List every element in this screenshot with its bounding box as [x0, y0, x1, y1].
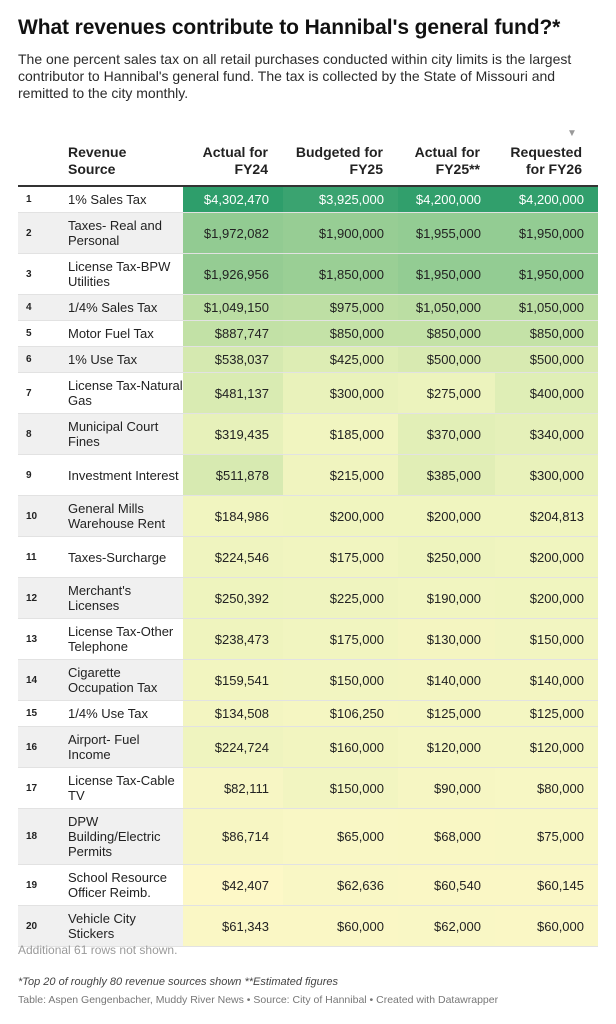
- cell-actual-fy25: $190,000: [398, 578, 495, 618]
- table-row: [18, 347, 598, 373]
- cell-requested-fy26: $1,950,000: [495, 213, 598, 253]
- cell-actual-fy24: $61,343: [183, 906, 283, 946]
- row-rank: 1: [26, 194, 32, 205]
- table-row: [18, 496, 598, 537]
- cell-actual-fy25: $1,950,000: [398, 254, 495, 294]
- revenue-source-label: Municipal Court Fines: [58, 414, 183, 454]
- cell-requested-fy26: $60,000: [495, 906, 598, 946]
- cell-requested-fy26: $200,000: [495, 578, 598, 618]
- revenue-source-label: 1% Use Tax: [58, 347, 183, 372]
- revenue-source-label: 1/4% Use Tax: [58, 701, 183, 726]
- cell-actual-fy24: $1,972,082: [183, 213, 283, 253]
- revenue-source-label: Motor Fuel Tax: [58, 321, 183, 346]
- cell-actual-fy24: $238,473: [183, 619, 283, 659]
- row-rank: 16: [18, 727, 58, 767]
- table-row: [18, 809, 598, 865]
- cell-actual-fy24: $887,747: [183, 321, 283, 346]
- cell-actual-fy25: $140,000: [398, 660, 495, 700]
- cell-budgeted-fy25: $150,000: [283, 768, 398, 808]
- cell-budgeted-fy25: $3,925,000: [283, 187, 398, 212]
- cell-budgeted-fy25: $425,000: [283, 347, 398, 372]
- cell-requested-fy26: $140,000: [495, 660, 598, 700]
- revenue-source-label: 1/4% Sales Tax: [58, 295, 183, 320]
- cell-actual-fy25: $1,050,000: [398, 295, 495, 320]
- sort-down-icon[interactable]: ▼: [567, 128, 577, 139]
- cell-actual-fy24: $82,111: [183, 768, 283, 808]
- cell-actual-fy24: $250,392: [183, 578, 283, 618]
- table-row: [18, 727, 598, 768]
- table-row: [18, 701, 598, 727]
- cell-requested-fy26: $80,000: [495, 768, 598, 808]
- cell-budgeted-fy25: $215,000: [283, 455, 398, 495]
- cell-actual-fy24: $224,546: [183, 537, 283, 577]
- cell-actual-fy24: $134,508: [183, 701, 283, 726]
- row-rank: 14: [18, 660, 58, 700]
- header-budgeted-fy25[interactable]: Budgeted for FY25: [295, 144, 383, 177]
- cell-actual-fy24: $1,049,150: [183, 295, 283, 320]
- cell-budgeted-fy25: $975,000: [283, 295, 398, 320]
- row-rank: 9: [26, 469, 32, 481]
- table-row: [18, 619, 598, 660]
- table-row: [18, 578, 598, 619]
- cell-actual-fy24: $224,724: [183, 727, 283, 767]
- cell-actual-fy24: $184,986: [183, 496, 283, 536]
- revenue-source-label: Vehicle City Stickers: [58, 906, 183, 946]
- cell-actual-fy25: $370,000: [398, 414, 495, 454]
- cell-actual-fy25: $90,000: [398, 768, 495, 808]
- header-actual-fy25[interactable]: Actual for FY25**: [414, 144, 480, 177]
- row-rank: 15: [26, 708, 38, 719]
- revenue-source-label: DPW Building/Electric Permits: [58, 809, 183, 864]
- cell-actual-fy24: $86,714: [183, 809, 283, 864]
- cell-actual-fy24: $538,037: [183, 347, 283, 372]
- cell-actual-fy25: $1,955,000: [398, 213, 495, 253]
- table-body: [18, 187, 598, 947]
- cell-requested-fy26: $75,000: [495, 809, 598, 864]
- cell-budgeted-fy25: $1,900,000: [283, 213, 398, 253]
- table-row: [18, 187, 598, 213]
- cell-budgeted-fy25: $300,000: [283, 373, 398, 413]
- cell-budgeted-fy25: $225,000: [283, 578, 398, 618]
- revenue-source-label: Cigarette Occupation Tax: [58, 660, 183, 700]
- revenue-source-label: School Resource Officer Reimb.: [58, 865, 183, 905]
- table-row: [18, 906, 598, 947]
- row-rank: 3: [26, 268, 32, 280]
- cell-budgeted-fy25: $200,000: [283, 496, 398, 536]
- footnote: *Top 20 of roughly 80 revenue sources shown **Estimated figures: [18, 976, 339, 988]
- cell-requested-fy26: $1,950,000: [495, 254, 598, 294]
- cell-requested-fy26: $60,145: [495, 865, 598, 905]
- cell-requested-fy26: $120,000: [495, 727, 598, 767]
- header-requested-fy26[interactable]: Requested for FY26: [510, 144, 582, 177]
- cell-requested-fy26: $1,050,000: [495, 295, 598, 320]
- row-rank: 20: [18, 906, 58, 946]
- table-row: [18, 213, 598, 254]
- cell-actual-fy25: $68,000: [398, 809, 495, 864]
- cell-requested-fy26: $340,000: [495, 414, 598, 454]
- cell-requested-fy26: $4,200,000: [495, 187, 598, 212]
- revenue-source-label: 1% Sales Tax: [58, 187, 183, 212]
- revenue-source-label: General Mills Warehouse Rent: [58, 496, 183, 536]
- table-row: [18, 321, 598, 347]
- revenue-source-label: License Tax-Natural Gas: [58, 373, 183, 413]
- cell-actual-fy25: $62,000: [398, 906, 495, 946]
- cell-actual-fy25: $120,000: [398, 727, 495, 767]
- cell-actual-fy25: $385,000: [398, 455, 495, 495]
- cell-requested-fy26: $204,813: [495, 496, 598, 536]
- cell-budgeted-fy25: $175,000: [283, 537, 398, 577]
- row-rank: 10: [18, 496, 58, 536]
- cell-actual-fy25: $130,000: [398, 619, 495, 659]
- table-row: [18, 768, 598, 809]
- revenue-source-label: License Tax-BPW Utilities: [58, 254, 183, 294]
- cell-requested-fy26: $300,000: [495, 455, 598, 495]
- page-title: What revenues contribute to Hannibal's general fund?*: [18, 16, 561, 39]
- cell-actual-fy24: $159,541: [183, 660, 283, 700]
- cell-actual-fy24: $42,407: [183, 865, 283, 905]
- cell-actual-fy25: $500,000: [398, 347, 495, 372]
- cell-budgeted-fy25: $62,636: [283, 865, 398, 905]
- row-rank: 4: [18, 295, 58, 320]
- cell-budgeted-fy25: $65,000: [283, 809, 398, 864]
- row-rank: 2: [18, 213, 58, 253]
- revenue-source-label: Merchant's Licenses: [58, 578, 183, 618]
- cell-actual-fy24: $4,302,470: [183, 187, 283, 212]
- credit-line: Table: Aspen Gengenbacher, Muddy River News • Source: City of Hannibal • Created with Datawrapper: [18, 994, 499, 1006]
- table-row: [18, 455, 598, 496]
- table-row: [18, 295, 598, 321]
- cell-budgeted-fy25: $106,250: [283, 701, 398, 726]
- header-actual-fy24[interactable]: Actual for FY24: [202, 144, 268, 177]
- cell-actual-fy25: $850,000: [398, 321, 495, 346]
- revenue-table: [18, 138, 598, 947]
- cell-actual-fy25: $200,000: [398, 496, 495, 536]
- row-rank: 19: [26, 879, 38, 891]
- cell-actual-fy25: $275,000: [398, 373, 495, 413]
- cell-budgeted-fy25: $160,000: [283, 727, 398, 767]
- cell-budgeted-fy25: $1,850,000: [283, 254, 398, 294]
- page-subtitle: The one percent sales tax on all retail purchases conducted within city limits is the largest contributor to Hannibal's general fund. The tax is collected by the State of Missouri and remitted to the city monthly.: [18, 51, 572, 101]
- cell-actual-fy24: $319,435: [183, 414, 283, 454]
- cell-budgeted-fy25: $60,000: [283, 906, 398, 946]
- cell-requested-fy26: $500,000: [495, 347, 598, 372]
- cell-budgeted-fy25: $185,000: [283, 414, 398, 454]
- cell-budgeted-fy25: $175,000: [283, 619, 398, 659]
- cell-actual-fy24: $1,926,956: [183, 254, 283, 294]
- revenue-source-label: Investment Interest: [58, 455, 183, 495]
- table-row: [18, 537, 598, 578]
- cell-actual-fy24: $481,137: [183, 373, 283, 413]
- cell-actual-fy25: $60,540: [398, 865, 495, 905]
- row-rank: 8: [18, 414, 58, 454]
- row-rank: 12: [18, 578, 58, 618]
- cell-requested-fy26: $150,000: [495, 619, 598, 659]
- cell-actual-fy24: $511,878: [183, 455, 283, 495]
- table-row: [18, 414, 598, 455]
- cell-requested-fy26: $200,000: [495, 537, 598, 577]
- row-rank: 7: [26, 387, 32, 399]
- cell-actual-fy25: $125,000: [398, 701, 495, 726]
- row-rank: 11: [26, 551, 37, 563]
- row-rank: 5: [26, 328, 32, 339]
- row-rank: 13: [26, 633, 38, 645]
- cell-actual-fy25: $4,200,000: [398, 187, 495, 212]
- table-row: [18, 865, 598, 906]
- cell-budgeted-fy25: $150,000: [283, 660, 398, 700]
- header-revenue-source[interactable]: Revenue Source: [68, 144, 127, 177]
- rows-not-shown-note: Additional 61 rows not shown.: [18, 943, 178, 957]
- cell-requested-fy26: $850,000: [495, 321, 598, 346]
- cell-requested-fy26: $400,000: [495, 373, 598, 413]
- revenue-source-label: License Tax-Other Telephone: [58, 619, 183, 659]
- cell-requested-fy26: $125,000: [495, 701, 598, 726]
- table-row: [18, 254, 598, 295]
- revenue-source-label: Taxes-Surcharge: [58, 537, 183, 577]
- revenue-source-label: Taxes- Real and Personal: [58, 213, 183, 253]
- cell-budgeted-fy25: $850,000: [283, 321, 398, 346]
- table-row: [18, 660, 598, 701]
- row-rank: 18: [18, 809, 58, 864]
- row-rank: 6: [18, 347, 58, 372]
- table-header: [18, 138, 598, 187]
- revenue-source-label: License Tax-Cable TV: [58, 768, 183, 808]
- cell-actual-fy25: $250,000: [398, 537, 495, 577]
- revenue-source-label: Airport- Fuel Income: [58, 727, 183, 767]
- table-row: [18, 373, 598, 414]
- row-rank: 17: [26, 782, 38, 794]
